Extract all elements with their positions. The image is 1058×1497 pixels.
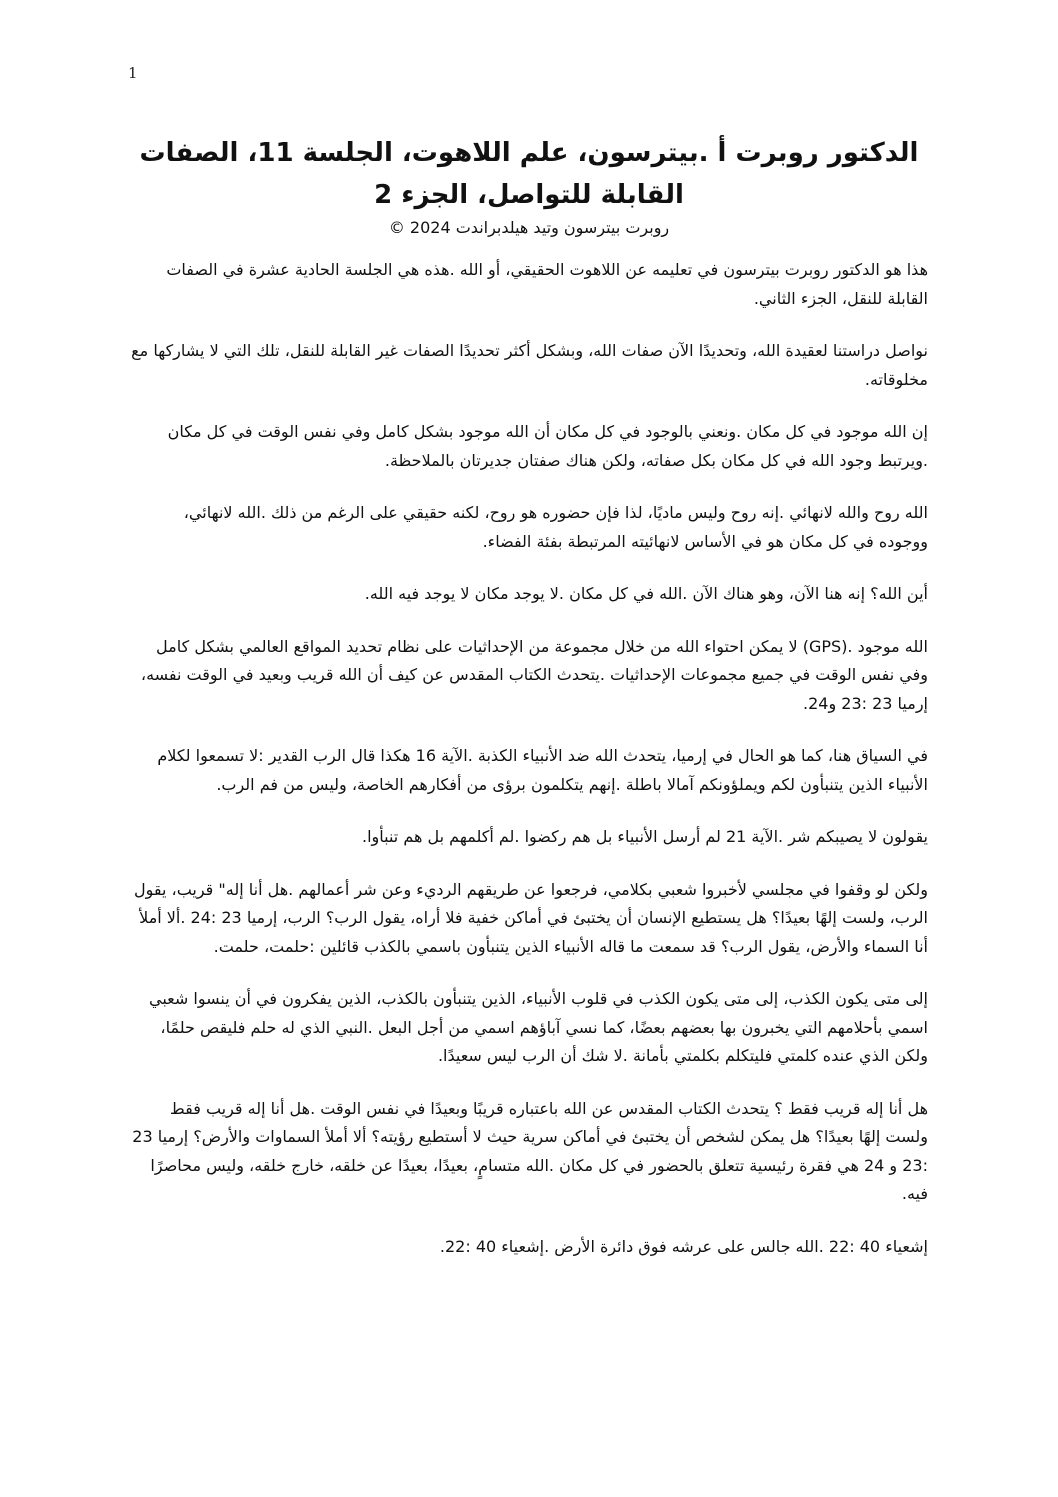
paragraph: أين الله؟ إنه هنا الآن، وهو هناك الآن .الله في كل مكان .لا يوجد مكان لا يوجد فيه الله. bbox=[364, 584, 928, 603]
title-line-1: الدكتور روبرت أ .بيترسون، علم اللاهوت، الجلسة 11، الصفات bbox=[139, 138, 919, 168]
copyright-line: روبرت بيترسون وتيد هيلدبراندت 2024 © bbox=[388, 218, 670, 237]
paragraph: الله موجود .(GPS) لا يمكن احتواء الله من خلال مجموعة من الإحداثيات على نظام تحديد المواقع العالمي بشكل كامل وفي نفس الوقت في جميع مجموعات الإحداثيات .يتحدث الكتاب المقدس عن كيف أن الله قريب وبعيد في الوقت نفسه، إرميا 23 :23 و24. bbox=[140, 636, 928, 713]
page-number: 1 bbox=[128, 64, 138, 82]
title-line-2: القابلة للتواصل، الجزء 2 bbox=[374, 180, 684, 210]
paragraph: ولكن لو وقفوا في مجلسي لأخبروا شعبي بكلامي، فرجعوا عن طريقهم الرديء وعن شر أعمالهم .هل أنا إله" قريب، يقول الرب، ولست إلهًا بعيدًا؟ هل يستطيع الإنسان أن يختبئ في أماكن خفية فلا أراه، يقول الرب؟ الرب، إرميا 23 :24 .ألا أملأ أنا السماء والأرض، يقول الرب؟ قد سمعت ما قاله الأنبياء الذين يتنبأون باسمي بالكذب قائلين :حلمت، حلمت. bbox=[134, 879, 928, 956]
paragraph: إن الله موجود في كل مكان .ونعني بالوجود في كل مكان أن الله موجود بشكل كامل وفي نفس الوقت في كل مكان .ويرتبط وجود الله في كل مكان بكل صفاته، ولكن هناك صفتان جديرتان بالملاحظة. bbox=[167, 422, 928, 470]
paragraph: يقولون لا يصيبكم شر .الآية 21 لم أرسل الأنبياء بل هم ركضوا .لم أكلمهم بل هم تنبأوا. bbox=[362, 827, 928, 846]
paragraph: إلى متى يكون الكذب، إلى متى يكون الكذب في قلوب الأنبياء، الذين يتنبأون بالكذب، الذين يفكرون في أن ينسوا شعبي اسمي بأحلامهم التي يخبرون بها بعضهم بعضًا، كما نسي آباؤهم اسمي من أجل البعل .النبي الذي له حلم فليقص حلمًا، ولكن الذي عنده كلمتي فليتكلم بكلمتي بأمانة .لا شك أن الرب ليس سعيدًا. bbox=[149, 989, 928, 1065]
paragraph: في السياق هنا، كما هو الحال في إرميا، يتحدث الله ضد الأنبياء الكذبة .الآية 16 هكذا قال الرب القدير :لا تسمعوا لكلام الأنبياء الذين يتنبأون لكم ويملؤونكم آمالا باطلة .إنهم يتكلمون برؤى من أفكارهم الخاصة، وليس من فم الرب. bbox=[157, 746, 928, 794]
paragraph: إشعياء 40 :22 .الله جالس على عرشه فوق دائرة الأرض .إشعياء 40 :22. bbox=[439, 1236, 928, 1256]
document-body bbox=[130, 132, 928, 1285]
document-title bbox=[130, 132, 928, 216]
paragraph: نواصل دراستنا لعقيدة الله، وتحديدًا الآن صفات الله، وبشكل أكثر تحديدًا الصفات غير القابلة للنقل، تلك التي لا يشاركها مع مخلوقاته. bbox=[131, 341, 928, 389]
paragraph: هذا هو الدكتور روبرت بيترسون في تعليمه عن اللاهوت الحقيقي، أو الله .هذه هي الجلسة الحادية عشرة في الصفات القابلة للنقل، الجزء الثاني. bbox=[166, 260, 928, 308]
paragraph: هل أنا إله قريب فقط ؟ يتحدث الكتاب المقدس عن الله باعتباره قريبًا وبعيدًا في نفس الوقت .هل أنا إله قريب فقط ولست إلهًا بعيدًا؟ هل يمكن لشخص أن يختبئ في أماكن سرية حيث لا أستطيع رؤيته؟ ألا أملأ السماوات والأرض؟ إرميا 23 :23 و 24 هي فقرة رئيسية تتعلق بالحضور في كل مكان .الله متسامٍ، بعيدًا، بعيدًا عن خلقه، خارج خلقه، وليس محاصرًا فيه. bbox=[132, 1098, 928, 1203]
paragraph: الله روح والله لانهائي .إنه روح وليس ماديًا، لذا فإن حضوره هو روح، لكنه حقيقي على الرغم من ذلك .الله لانهائي، ووجوده في كل مكان هو في الأساس لانهائيته المرتبطة بفئة الفضاء. bbox=[183, 503, 928, 551]
